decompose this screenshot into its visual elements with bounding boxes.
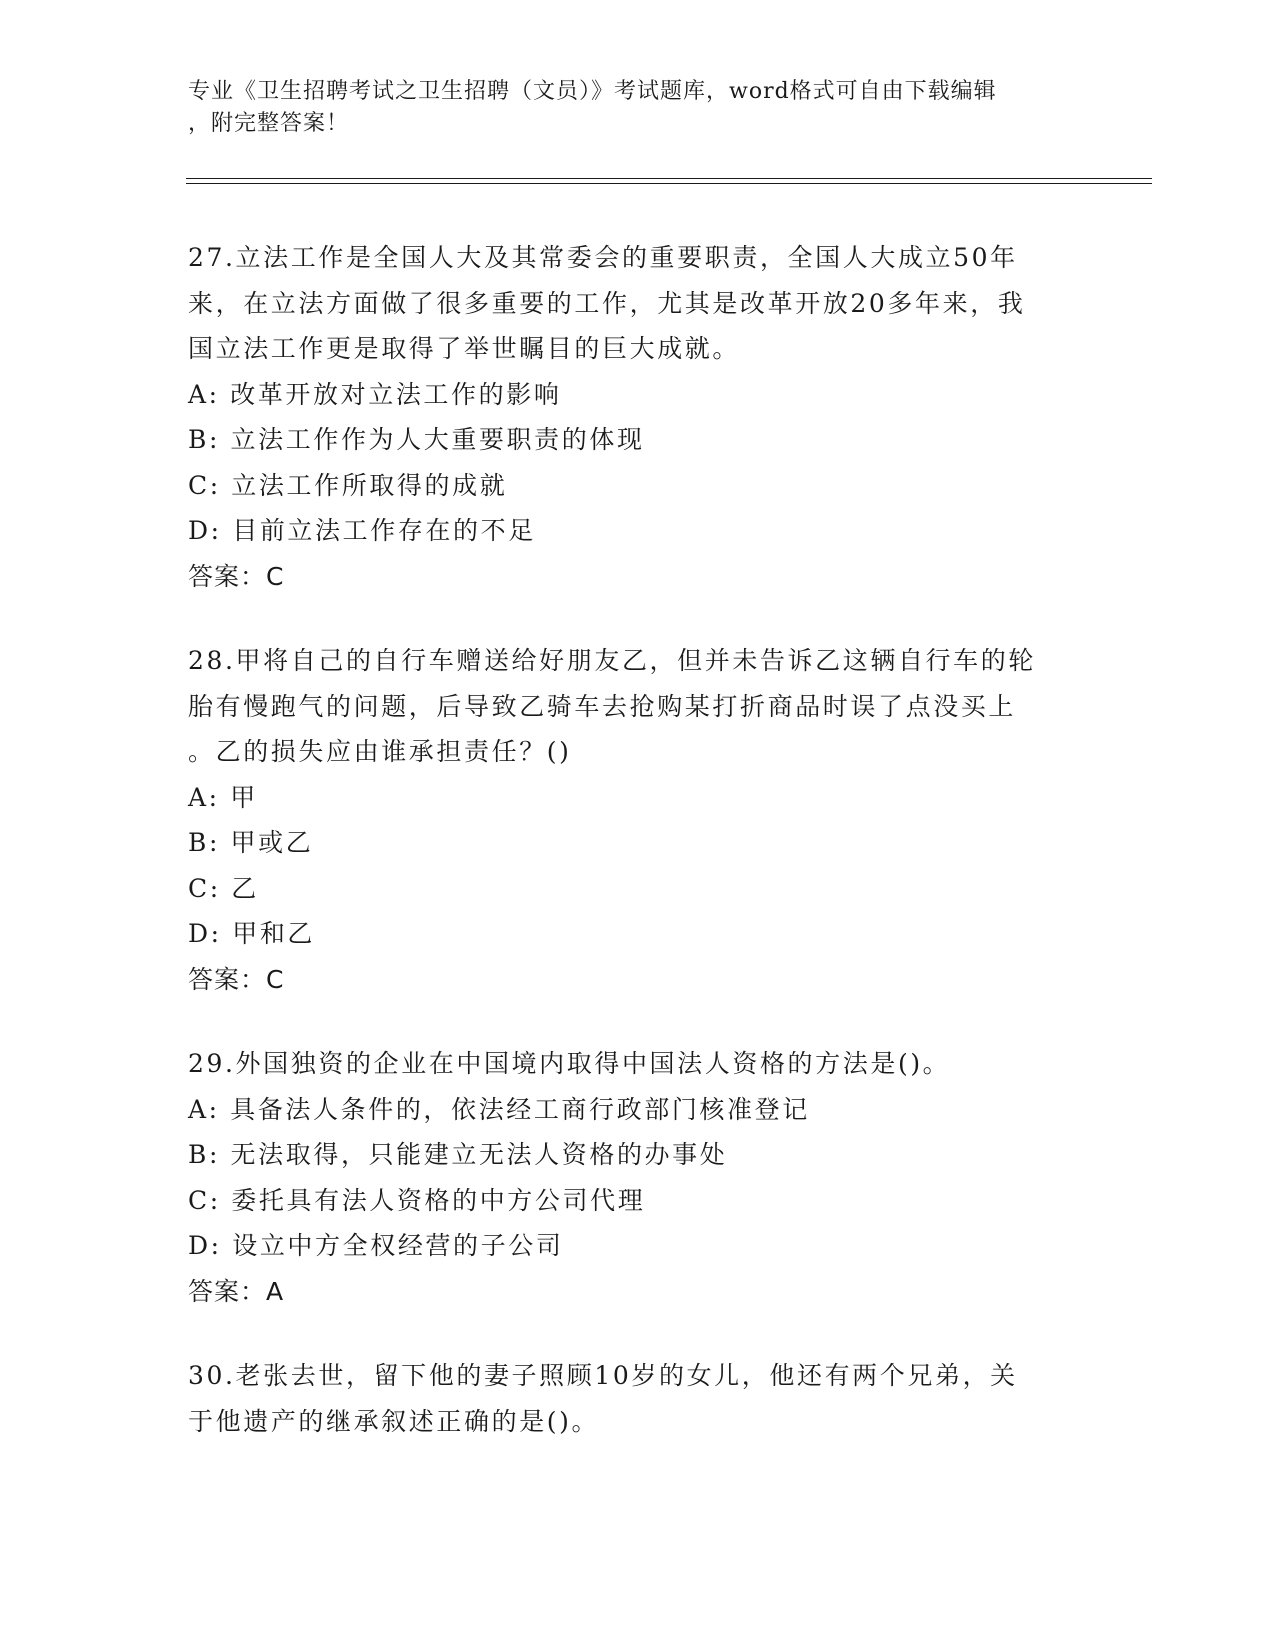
answer-line: 答案：A xyxy=(188,1276,285,1306)
question-29 xyxy=(188,1041,1088,1314)
option-a: A: 改革开放对立法工作的影响 xyxy=(188,379,562,409)
header-divider-top xyxy=(186,178,1152,179)
option-c: C: 乙 xyxy=(188,873,259,903)
question-text: 28.甲将自己的自行车赠送给好朋友乙，但并未告诉乙这辆自行车的轮 xyxy=(188,646,1036,675)
option-d: D: 甲和乙 xyxy=(188,919,316,948)
option-d: D: 目前立法工作存在的不足 xyxy=(188,516,536,545)
answer-line: 答案：C xyxy=(188,561,285,591)
question-text: 国立法工作更是取得了举世瞩目的巨大成就。 xyxy=(188,334,741,363)
question-30 xyxy=(188,1353,1088,1444)
question-28 xyxy=(188,638,1088,1002)
question-text: 于他遗产的继承叙述正确的是()。 xyxy=(188,1406,600,1436)
option-b: B: 无法取得，只能建立无法人资格的办事处 xyxy=(188,1140,728,1169)
option-b: B: 甲或乙 xyxy=(188,828,314,857)
option-a: A: 具备法人条件的，依法经工商行政部门核准登记 xyxy=(188,1094,810,1124)
option-c: C: 委托具有法人资格的中方公司代理 xyxy=(188,1185,646,1215)
header-divider-bottom xyxy=(186,183,1152,184)
question-list xyxy=(188,235,1088,1483)
question-text: 来，在立法方面做了很多重要的工作，尤其是改革开放20多年来，我 xyxy=(188,288,1026,318)
header-line: 专业《卫生招聘考试之卫生招聘（文员）》考试题库，word格式可自由下载编辑 xyxy=(188,79,997,104)
question-text: 。乙的损失应由谁承担责任？() xyxy=(188,737,572,766)
question-text: 27.立法工作是全国人大及其常委会的重要职责，全国人大成立50年 xyxy=(188,243,1018,272)
option-c: C: 立法工作所取得的成就 xyxy=(188,470,508,500)
question-text: 30.老张去世，留下他的妻子照顾10岁的女儿，他还有两个兄弟，关 xyxy=(188,1361,1018,1390)
option-a: A: 甲 xyxy=(188,782,258,812)
question-text: 胎有慢跑气的问题，后导致乙骑车去抢购某打折商品时误了点没买上 xyxy=(188,691,1017,721)
document-header xyxy=(188,76,1088,140)
question-27 xyxy=(188,235,1088,599)
header-line: ，附完整答案！ xyxy=(188,111,350,136)
option-d: D: 设立中方全权经营的子公司 xyxy=(188,1231,564,1260)
question-text: 29.外国独资的企业在中国境内取得中国法人资格的方法是()。 xyxy=(188,1049,951,1078)
option-b: B: 立法工作作为人大重要职责的体现 xyxy=(188,425,645,454)
answer-line: 答案：C xyxy=(188,964,285,994)
